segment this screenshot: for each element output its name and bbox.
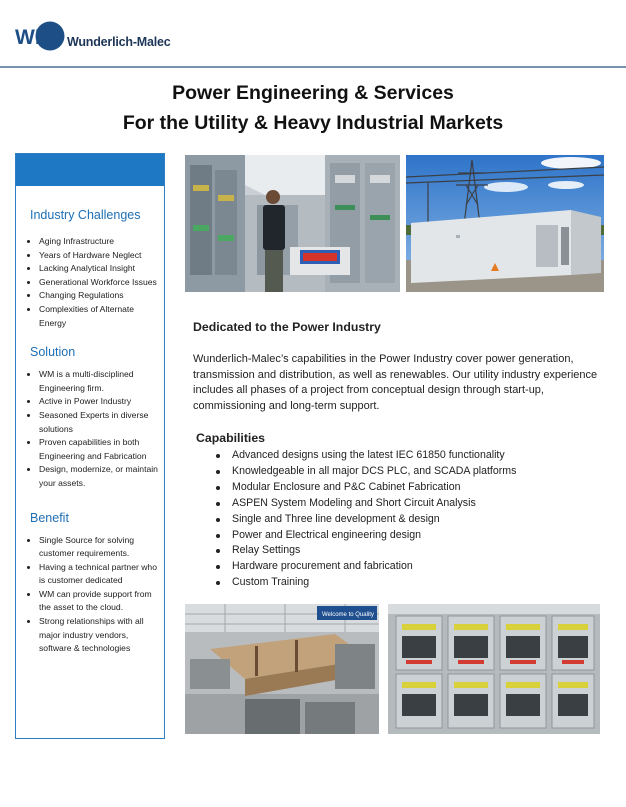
list-item: Complexities of Alternate Energy: [25, 303, 160, 330]
photo-fabrication-shop: [185, 604, 379, 734]
list-item: Strong relationships with all major industry vendors, software & technologies: [25, 615, 160, 656]
list-item: Proven capabilities in both Engineering and Fabrication: [25, 436, 160, 463]
list-item: Generational Workforce Issues: [25, 276, 160, 290]
list-item: WM can provide support from the asset to the cloud.: [25, 588, 160, 615]
page-title: [0, 78, 626, 138]
list-item: Power and Electrical engineering design: [214, 528, 516, 544]
photo-modular-enclosure: [406, 155, 604, 292]
title-line-1: Power Engineering & Services: [172, 82, 454, 104]
list-item: Advanced designs using the latest IEC 61850 functionality: [214, 448, 516, 464]
solution-heading: Solution: [30, 345, 76, 360]
list-item: Lacking Analytical Insight: [25, 262, 160, 276]
photo-relay-panels: [388, 604, 600, 734]
sidebar-header-band: [16, 154, 164, 186]
header-divider: [0, 66, 626, 68]
benefit-list: [16, 534, 164, 656]
list-item: Hardware procurement and fabrication: [214, 559, 516, 575]
list-item: Changing Regulations: [25, 289, 160, 303]
logo-mark-text: WM: [15, 26, 53, 49]
list-item: Active in Power Industry: [25, 395, 160, 409]
list-item: Seasoned Experts in diverse solutions: [25, 409, 160, 436]
benefit-heading: Benefit: [30, 510, 69, 525]
section-title-dedicated: Dedicated to the Power Industry: [193, 320, 381, 334]
photo-control-room-engineer: [185, 155, 400, 292]
industry-challenges-heading: Industry Challenges: [30, 208, 141, 222]
sidebar-panel: [15, 153, 165, 739]
list-item: Years of Hardware Neglect: [25, 249, 160, 263]
shop-banner-text: Welcome to Quality: [322, 612, 374, 618]
list-item: Single Source for solving customer requirements.: [25, 534, 160, 561]
list-item: Modular Enclosure and P&C Cabinet Fabrication: [214, 480, 516, 496]
intro-paragraph: Wunderlich-Malec’s capabilities in the Power Industry cover power generation, transmission and distribution, as well as renewables. Our utility industry experience includes all phases of a project from conceptual design through start-up, commissioning and long-term support.: [193, 353, 598, 412]
company-name: Wunderlich-Malec: [67, 35, 171, 49]
list-item: Having a technical partner who is customer dedicated: [25, 561, 160, 588]
title-line-2: For the Utility & Heavy Industrial Markets: [122, 112, 504, 134]
list-item: Custom Training: [214, 575, 516, 591]
list-item: Design, modernize, or maintain your assets.: [25, 463, 160, 490]
capabilities-heading: Capabilities: [196, 431, 266, 445]
solution-list: [16, 368, 164, 490]
capabilities-list: [214, 448, 516, 591]
list-item: Knowledgeable in all major DCS PLC, and SCADA platforms: [214, 464, 516, 480]
wm-logo-mark: [14, 21, 66, 51]
industry-challenges-list: [16, 235, 164, 330]
company-logo: [14, 18, 171, 54]
list-item: ASPEN System Modeling and Short Circuit Analysis: [214, 496, 516, 512]
list-item: Aging Infrastructure: [25, 235, 160, 249]
list-item: Relay Settings: [214, 543, 516, 559]
list-item: WM is a multi-disciplined Engineering firm.: [25, 368, 160, 395]
list-item: Single and Three line development & design: [214, 512, 516, 528]
